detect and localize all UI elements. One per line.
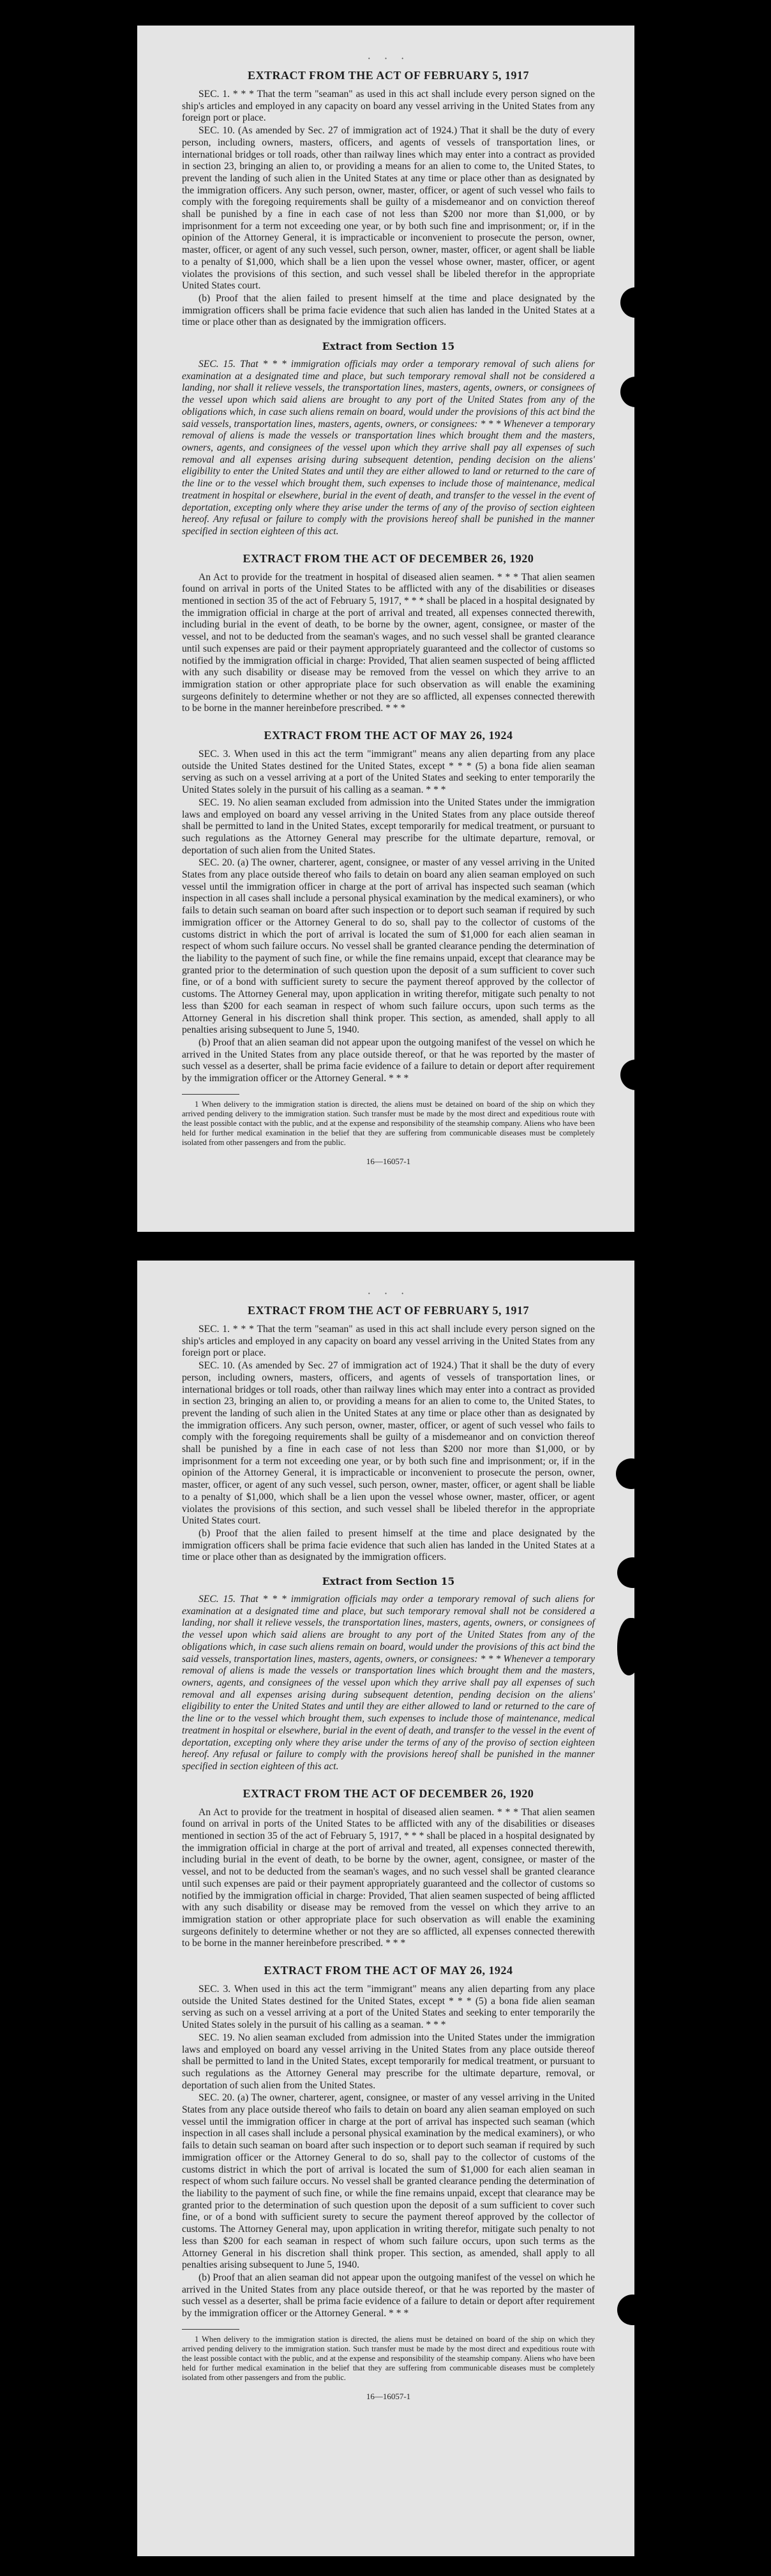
paragraph-sec-20b: (b) Proof that an alien seaman did not appear upon the outgoing manifest of the vessel on which he arrived in the United States from any place outside thereof, or that he was reported by the master of such vessel as a deserter, shall be prima facie evidence of a failure to detain or deport after requirement by the immigration officer or the Attorney General. * * *: [182, 2272, 595, 2319]
punch-hole: [616, 1458, 634, 1489]
section-title-dec-1920: EXTRACT FROM THE ACT OF DECEMBER 26, 1920: [243, 1786, 534, 1800]
punch-hole: [617, 2295, 634, 2325]
paragraph-sec-19: SEC. 19. No alien seaman excluded from admission into the United States under the immigration laws and employed on board any vessel arriving in the United States from any place outside thereof shall be permitted to land in the United States, except temporarily for medical treatment, or pursuant to such regulations as the Attorney General may prescribe for the ultimate departure, removal, or deportation of such alien from the United States.: [182, 797, 595, 856]
section-title-feb-1917: EXTRACT FROM THE ACT OF FEBRUARY 5, 1917: [247, 69, 530, 82]
punch-hole: [620, 377, 634, 407]
punch-hole: [620, 287, 634, 318]
paragraph-sec-10: SEC. 10. (As amended by Sec. 27 of immigration act of 1924.) That it shall be the duty of every person, including owners, masters, officers, and agents of vessels of transportation lines, or international bridges or toll roads, other than railway lines which may enter into a contract as provided in section 23, bringing an alien to, or providing a means for an alien to come to, the United States, to prevent the landing of such alien in the United States at any time or place other than as designated by the immigration officers. Any such person, owner, master, officer, or agent of such vessel who fails to comply with the foregoing requirements shall be guilty of a misdemeanor and on conviction thereof shall be punished by a fine in each case of not less than $200 nor more than $1,000, or by imprisonment for a term not exceeding one year, or by both such fine and imprisonment; or, if in the opinion of the Attorney General, it is impracticable or inconvenient to prosecute the person, owner, master, officer, or agent of any such vessel, such person, owner, master, officer, or agent shall be liable to a penalty of $1,000, which shall be a lien upon the vessel whose owner, master, officer, or agent violates the provisions of this section, and such vessel shall be libeled therefor in the appropriate United States court.: [182, 125, 595, 292]
header-mark: · · ·: [367, 52, 410, 64]
paragraph-sec-15: SEC. 15. That * * * immigration officials may order a temporary removal of such aliens for examination at a designated time and place, but such temporary removal shall not be considered a landing, nor shall it relieve vessels, the transportation lines, masters, agents, owners, or consignees of the vessel upon which said aliens are brought to any port of the United States from any of the obligations which, in case such aliens remain on board, would under the provisions of this act bind the said vessels, transportation lines, masters, agents, owners, or consignees: * * * Whenever a temporary removal of aliens is made the vessels or transportation lines which brought them and the masters, owners, agents, and consignees of the vessel upon which they arrive shall pay all expenses of such removal and all expenses arising during subsequent detention, pending decision on the aliens' eligibility to enter the United States and until they are either allowed to land or returned to the care of the line or to the vessel which brought them, such expenses to include those of maintenance, medical treatment in hospital or elsewhere, burial in the event of death, and transfer to the vessel in the event of deportation, excepting only where they arise under the terms of any of the proviso of section eighteen hereof. Any refusal or failure to comply with the provisions hereof shall be punished in the manner specified in section eighteen of this act.: [182, 1594, 595, 1772]
paragraph-sec-3: SEC. 3. When used in this act the term "immigrant" means any alien departing from any place outside the United States destined for the United States, except * * * (5) a bona fide alien seaman serving as such on a vessel arriving at a port of the United States and seeking to enter temporarily the United States solely in the pursuit of his calling as a seaman. * * *: [182, 749, 595, 796]
footnote: 1 When delivery to the immigration station is directed, the aliens must be detained on board of the ship on which they arrived pending delivery to the immigration station. Such transfer must be made by the most direct and expeditious route with the least possible contact with the public, and at the expense and responsibility of the steamship company. Aliens who have been held for further medical examination in the belief that they are suffering from communicable diseases must be completely isolated from other passengers and from the public.: [182, 1099, 595, 1147]
paragraph-sec-20b: (b) Proof that an alien seaman did not appear upon the outgoing manifest of the vessel on which he arrived in the United States from any place outside thereof, or that he was reported by the master of such vessel as a deserter, shall be prima facie evidence of a failure to detain or deport after requirement by the immigration officer or the Attorney General. * * *: [182, 1037, 595, 1084]
section-title-sec-15: Extract from Section 15: [322, 340, 455, 353]
paragraph-sec-19: SEC. 19. No alien seaman excluded from admission into the United States under the immigration laws and employed on board any vessel arriving in the United States from any place outside thereof shall be permitted to land in the United States, except temporarily for medical treatment, or pursuant to such regulations as the Attorney General may prescribe for the ultimate departure, removal, or deportation of such alien from the United States.: [182, 2032, 595, 2091]
paragraph-act-1920: An Act to provide for the treatment in hospital of diseased alien seamen. * * * That alien seamen found on arrival in ports of the United States to be afflicted with any of the disabilities or diseases mentioned in section 35 of the act of February 5, 1917, * * * shall be placed in a hospital designated by the immigration official in charge at the port of arrival and treated, all expenses connected therewith, including burial in the event of death, to be borne by the owner, agent, consignee, or master of the vessel, and not to be deducted from the seaman's wages, and no such vessel shall be granted clearance until such expenses are paid or their payment appropriately guaranteed and the collector of customs so notified by the immigration official in charge: Provided, That alien seamen suspected of being afflicted with any such disability or disease may be removed from the vessel on which they arrive to an immigration station or other appropriate place for such observation as will enable the examining surgeons definitely to determine whether or not they are so afflicted, all expenses connected therewith to be borne in the manner hereinbefore prescribed. * * *: [182, 1806, 595, 1949]
paragraph-sec-15: SEC. 15. That * * * immigration officials may order a temporary removal of such aliens for examination at a designated time and place, but such temporary removal shall not be considered a landing, nor shall it relieve vessels, the transportation lines, masters, agents, owners, or consignees of the vessel upon which said aliens are brought to any port of the United States from any of the obligations which, in case such aliens remain on board, would under the provisions of this act bind the said vessels, transportation lines, masters, agents, owners, or consignees: * * * Whenever a temporary removal of aliens is made the vessels or transportation lines which brought them and the masters, owners, agents, and consignees of the vessel upon which they arrive shall pay all expenses of such removal and all expenses arising during subsequent detention, pending decision on the aliens' eligibility to enter the United States and until they are either allowed to land or returned to the care of the line or to the vessel which brought them, such expenses to include those of maintenance, medical treatment in hospital or elsewhere, burial in the event of death, and transfer to the vessel in the event of deportation, excepting only where they arise under the terms of any of the proviso of section eighteen hereof. Any refusal or failure to comply with the provisions hereof shall be punished in the manner specified in section eighteen of this act.: [182, 359, 595, 537]
paragraph-sec-10b: (b) Proof that the alien failed to present himself at the time and place designated by the immigration officers shall be prima facie evidence that such alien has landed in the United States at a time or place other than as designated by the immigration officers.: [182, 292, 595, 328]
section-title-may-1924: EXTRACT FROM THE ACT OF MAY 26, 1924: [264, 1964, 513, 1977]
paragraph-sec-10: SEC. 10. (As amended by Sec. 27 of immigration act of 1924.) That it shall be the duty of every person, including owners, masters, officers, and agents of vessels of transportation lines, or international bridges or toll roads, other than railway lines which may enter into a contract as provided in section 23, bringing an alien to, or providing a means for an alien to come to, the United States, to prevent the landing of such alien in the United States at any time or place other than as designated by the immigration officers. Any such person, owner, master, officer, or agent of such vessel who fails to comply with the foregoing requirements shall be guilty of a misdemeanor and on conviction thereof shall be punished by a fine in each case of not less than $200 nor more than $1,000, or by imprisonment for a term not exceeding one year, or by both such fine and imprisonment; or, if in the opinion of the Attorney General, it is impracticable or inconvenient to prosecute the person, owner, master, officer, or agent of any such vessel, such person, owner, master, officer, or agent shall be liable to a penalty of $1,000, which shall be a lien upon the vessel whose owner, master, officer, or agent violates the provisions of this section, and such vessel shall be libeled therefor in the appropriate United States court.: [182, 1360, 595, 1527]
footnote-rule: [182, 2329, 239, 2330]
footnote-rule: [182, 1094, 239, 1095]
punch-hole: [617, 1557, 634, 1588]
punch-hole: [620, 1060, 634, 1090]
document-page-1: [137, 26, 634, 1232]
footnote: 1 When delivery to the immigration station is directed, the aliens must be detained on board of the ship on which they arrived pending delivery to the immigration station. Such transfer must be made by the most direct and expeditious route with the least possible contact with the public, and at the expense and responsibility of the steamship company. Aliens who have been held for further medical examination in the belief that they are suffering from communicable diseases must be completely isolated from other passengers and from the public.: [182, 2334, 595, 2382]
section-title-dec-1920: EXTRACT FROM THE ACT OF DECEMBER 26, 1920: [243, 551, 534, 565]
paragraph-sec-1: SEC. 1. * * * That the term "seaman" as used in this act shall include every person signed on the ship's articles and employed in any capacity on board any vessel arriving in the United States from any foreign port or place.: [182, 89, 595, 124]
paragraph-sec-10b: (b) Proof that the alien failed to present himself at the time and place designated by the immigration officers shall be prima facie evidence that such alien has landed in the United States at a time or place other than as designated by the immigration officers.: [182, 1527, 595, 1563]
paragraph-act-1920: An Act to provide for the treatment in hospital of diseased alien seamen. * * * That alien seamen found on arrival in ports of the United States to be afflicted with any of the disabilities or diseases mentioned in section 35 of the act of February 5, 1917, * * * shall be placed in a hospital designated by the immigration official in charge at the port of arrival and treated, all expenses connected therewith, including burial in the event of death, to be borne by the owner, agent, consignee, or master of the vessel, and not to be deducted from the seaman's wages, and no such vessel shall be granted clearance until such expenses are paid or their payment appropriately guaranteed and the collector of customs so notified by the immigration official in charge: Provided, That alien seamen suspected of being afflicted with any such disability or disease may be removed from the vessel on which they arrive to an immigration station or other appropriate place for such observation as will enable the examining surgeons definitely to determine whether or not they are so afflicted, all expenses connected therewith to be borne in the manner hereinbefore prescribed. * * *: [182, 571, 595, 714]
paragraph-sec-1: SEC. 1. * * * That the term "seaman" as used in this act shall include every person signed on the ship's articles and employed in any capacity on board any vessel arriving in the United States from any foreign port or place.: [182, 1324, 595, 1359]
print-code: 16—16057-1: [366, 2391, 411, 2401]
print-code: 16—16057-1: [366, 1156, 411, 1166]
section-title-sec-15: Extract from Section 15: [322, 1575, 455, 1588]
section-title-feb-1917: EXTRACT FROM THE ACT OF FEBRUARY 5, 1917: [247, 1304, 530, 1317]
section-title-may-1924: EXTRACT FROM THE ACT OF MAY 26, 1924: [264, 729, 513, 742]
document-page-2: [137, 1261, 634, 2556]
paragraph-sec-20a: SEC. 20. (a) The owner, charterer, agent, consignee, or master of any vessel arriving in the United States from any place outside thereof who fails to detain on board any alien seaman employed on such vessel until the immigration officer in charge at the port of arrival has inspected such seaman (which inspection in all cases shall include a personal physical examination by the medical examiners), or who fails to detain such seaman on board after such inspection or to deport such seaman if required by such immigration officer or the Attorney General to do so, shall pay to the collector of customs of the customs district in which the port of arrival is located the sum of $1,000 for each alien seaman in respect of whom such failure occurs. No vessel shall be granted clearance pending the determination of the liability to the payment of such fine, or while the fine remains unpaid, except that clearance may be granted prior to the determination of such question upon the deposit of a sum sufficient to cover such fine, or of a bond with sufficient surety to secure the payment thereof approved by the collector of customs. The Attorney General may, upon application in writing therefor, mitigate such penalty to not less than $200 for each seaman in respect of whom such failure occurs, upon such terms as the Attorney General in his discretion shall think proper. This section, as amended, shall apply to all penalties arising subsequent to June 5, 1940.: [182, 857, 595, 1036]
torn-edge: [617, 1618, 634, 1675]
paragraph-sec-20a: SEC. 20. (a) The owner, charterer, agent, consignee, or master of any vessel arriving in the United States from any place outside thereof who fails to detain on board any alien seaman employed on such vessel until the immigration officer in charge at the port of arrival has inspected such seaman (which inspection in all cases shall include a personal physical examination by the medical examiners), or who fails to detain such seaman on board after such inspection or to deport such seaman if required by such immigration officer or the Attorney General to do so, shall pay to the collector of customs of the customs district in which the port of arrival is located the sum of $1,000 for each alien seaman in respect of whom such failure occurs. No vessel shall be granted clearance pending the determination of the liability to the payment of such fine, or while the fine remains unpaid, except that clearance may be granted prior to the determination of such question upon the deposit of a sum sufficient to cover such fine, or of a bond with sufficient surety to secure the payment thereof approved by the collector of customs. The Attorney General may, upon application in writing therefor, mitigate such penalty to not less than $200 for each seaman in respect of whom such failure occurs, upon such terms as the Attorney General in his discretion shall think proper. This section, as amended, shall apply to all penalties arising subsequent to June 5, 1940.: [182, 2092, 595, 2271]
paragraph-sec-3: SEC. 3. When used in this act the term "immigrant" means any alien departing from any place outside the United States destined for the United States, except * * * (5) a bona fide alien seaman serving as such on a vessel arriving at a port of the United States and seeking to enter temporarily the United States solely in the pursuit of his calling as a seaman. * * *: [182, 1984, 595, 2031]
header-mark: · · ·: [367, 1287, 410, 1299]
